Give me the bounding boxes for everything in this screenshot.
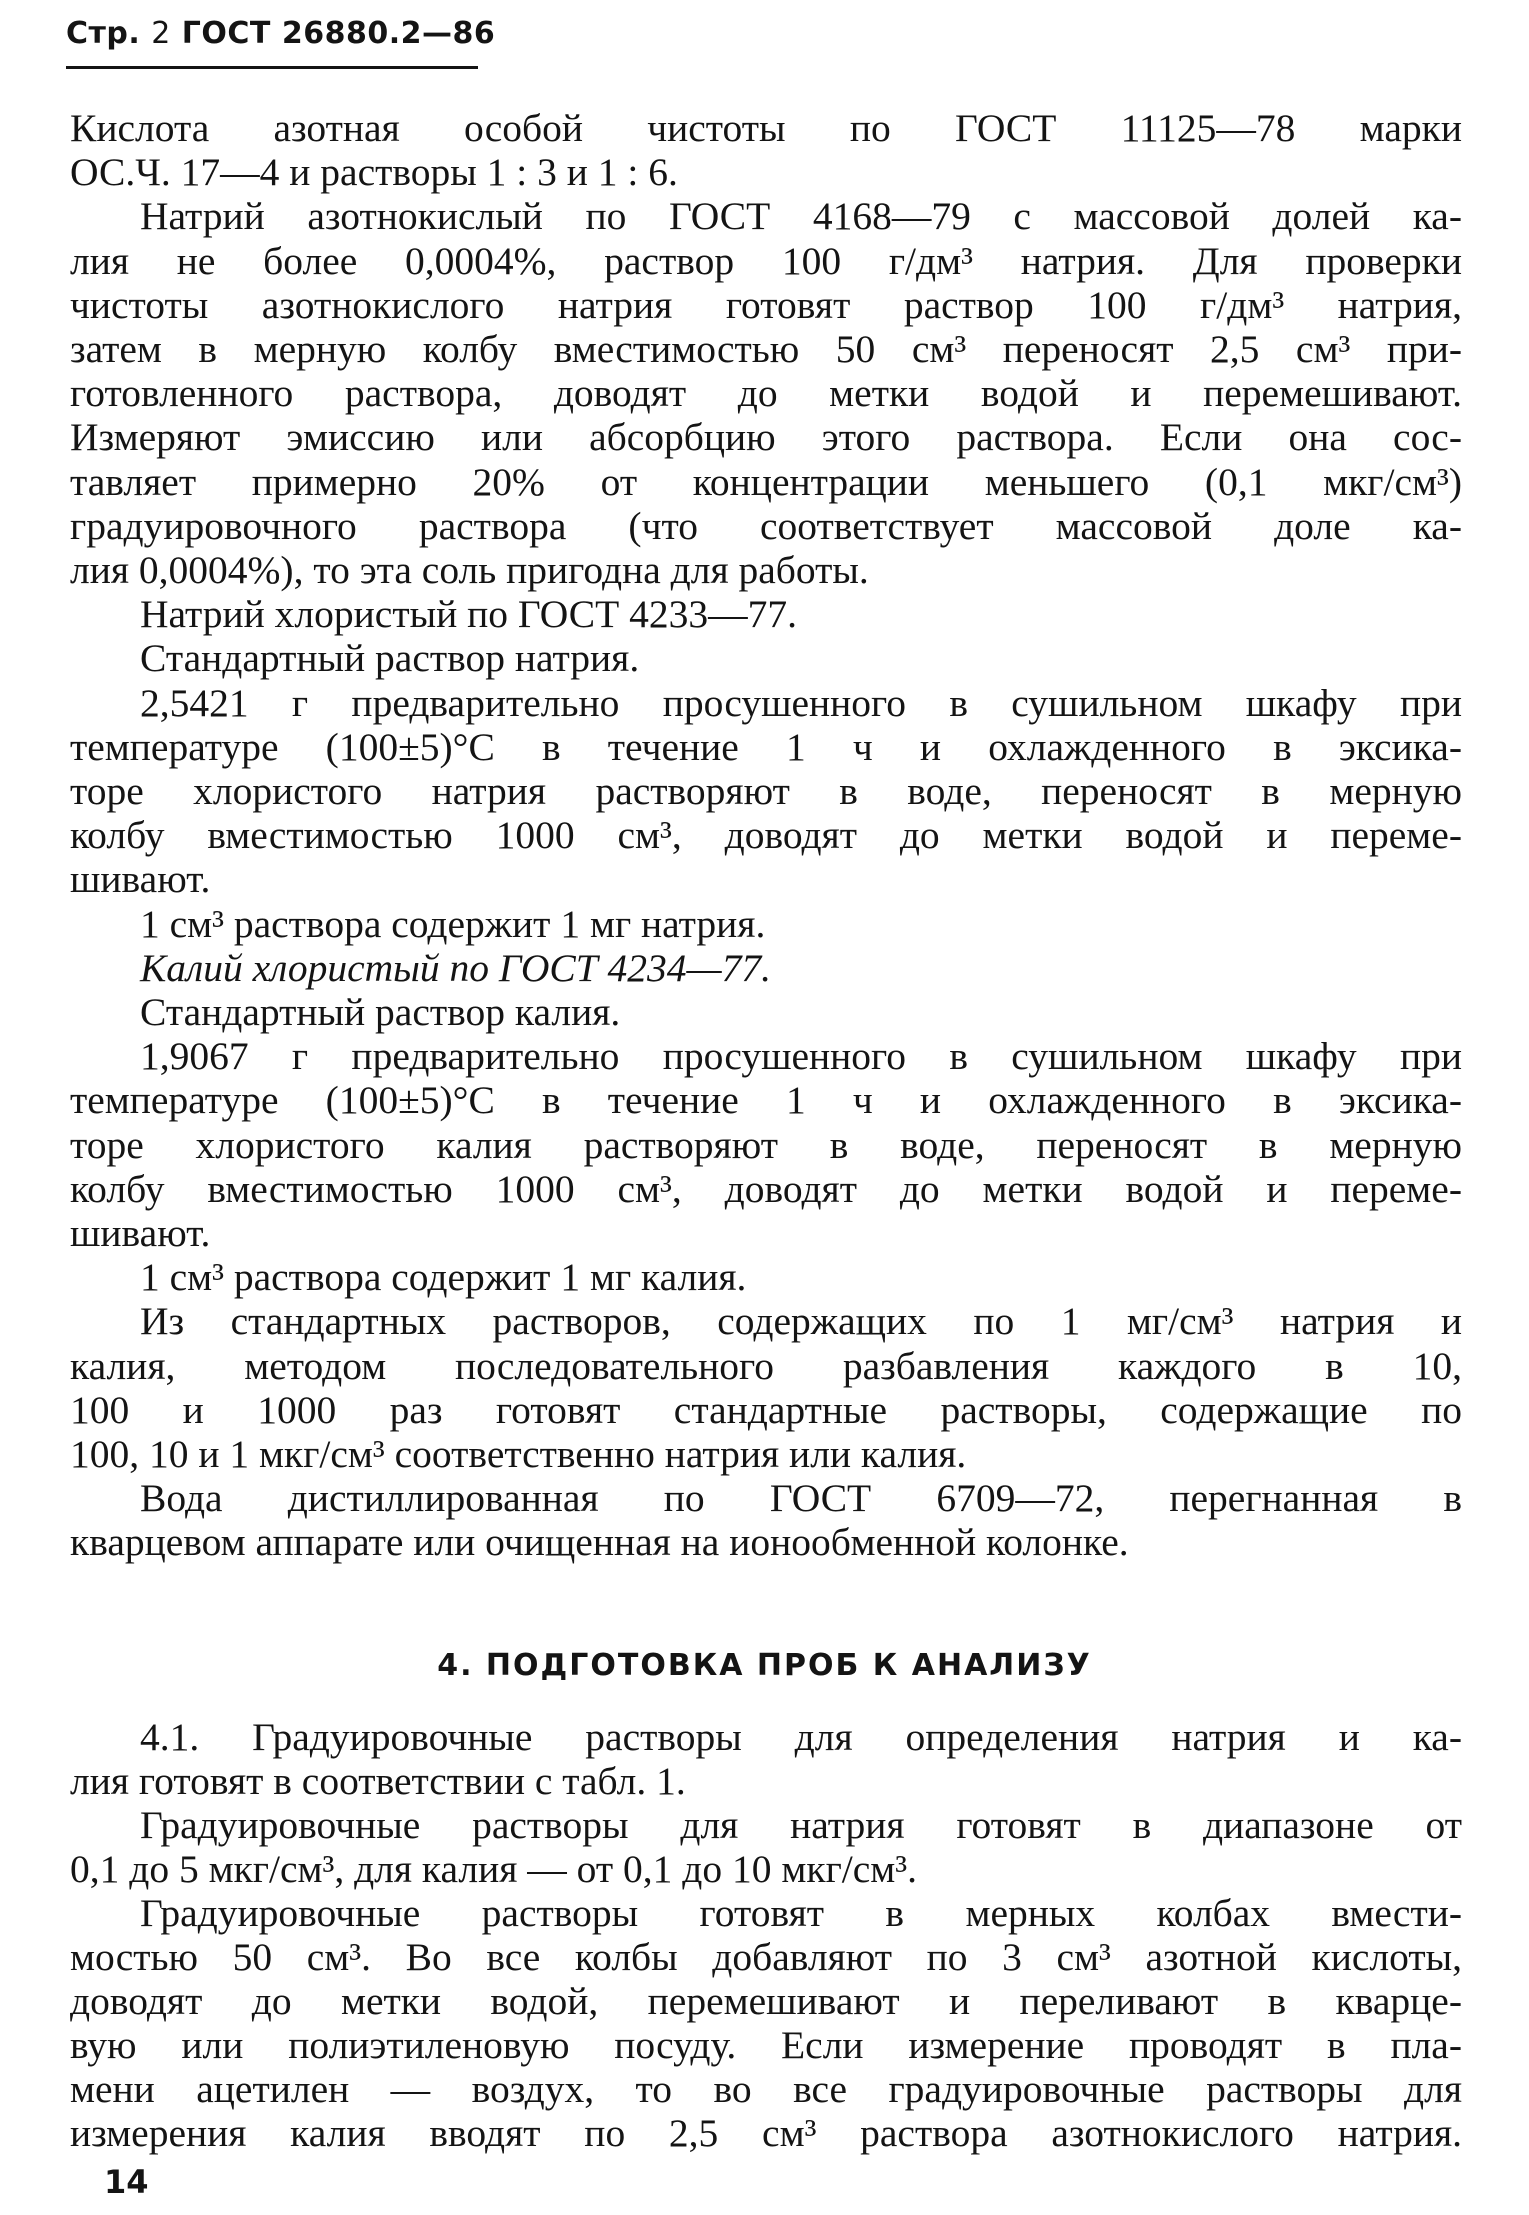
- text-line: калия, методом последовательного разбавления каждого в 10,: [70, 1343, 1462, 1388]
- text-line: измерения калия вводят по 2,5 см³ раствора азотнокислого натрия.: [70, 2111, 1462, 2155]
- text-line: чистоты азотнокислого натрия готовят раствор 100 г/дм³ натрия,: [70, 282, 1462, 327]
- text-line: Кислота азотная особой чистоты по ГОСТ 11125—78 марки: [70, 106, 1462, 150]
- text-line: доводят до метки водой, перемешивают и переливают в кварце-: [70, 1979, 1462, 2023]
- text-line: шивают.: [70, 1211, 211, 1255]
- text-line: Калий хлористый по ГОСТ 4234—77.: [140, 945, 772, 990]
- text-line: лия не более 0,0004%, раствор 100 г/дм³ натрия. Для проверки: [70, 238, 1462, 283]
- header-rule: [66, 66, 478, 69]
- text-line: Стандартный раствор натрия.: [140, 636, 640, 681]
- text-line: 100 и 1000 раз готовят стандартные растворы, содержащие по: [70, 1387, 1462, 1432]
- text-line: Натрий азотнокислый по ГОСТ 4168—79 с массовой долей ка-: [140, 194, 1462, 239]
- text-line: вую или полиэтиленовую посуду. Если измерение проводят в пла-: [70, 2023, 1462, 2067]
- text-line: температуре (100±5)°С в течение 1 ч и охлажденного в эксика-: [70, 724, 1462, 769]
- text-line: Вода дистиллированная по ГОСТ 6709—72, перегнанная в: [140, 1476, 1462, 1521]
- text-line: градуировочного раствора (что соответствует массовой доле ка-: [70, 503, 1462, 548]
- text-line: 0,1 до 5 мкг/см³, для калия — от 0,1 до 10 мкг/см³.: [70, 1847, 917, 1891]
- text-line: Из стандартных растворов, содержащих по 1 мг/см³ натрия и: [140, 1299, 1462, 1344]
- section-title: 4. ПОДГОТОВКА ПРОБ К АНАЛИЗУ: [437, 1648, 1092, 1683]
- text-line: лия готовят в соответствии с табл. 1.: [70, 1759, 686, 1803]
- text-line: Градуировочные растворы готовят в мерных колбах вмести-: [140, 1891, 1462, 1935]
- header-prefix: Стр.: [66, 16, 141, 51]
- text-line: Стандартный раствор калия.: [140, 990, 621, 1034]
- page-header: [66, 16, 495, 51]
- text-line: кварцевом аппарате или очищенная на ионообменной колонке.: [70, 1520, 1129, 1565]
- page-number: 14: [104, 2163, 149, 2201]
- text-line: ОС.Ч. 17—4 и растворы 1 : 3 и 1 : 6.: [70, 150, 678, 195]
- text-line: лия 0,0004%), то эта соль пригодна для работы.: [70, 548, 869, 592]
- text-line: 1,9067 г предварительно просушенного в сушильном шкафу при: [140, 1034, 1462, 1079]
- text-line: Натрий хлористый по ГОСТ 4233—77.: [140, 592, 797, 637]
- text-line: Измеряют эмиссию или абсорбцию этого раствора. Если она сос-: [70, 415, 1462, 460]
- text-line: 2,5421 г предварительно просушенного в сушильном шкафу при: [140, 680, 1462, 725]
- text-line: 4.1. Градуировочные растворы для определения натрия и ка-: [140, 1715, 1462, 1759]
- header-standard: ГОСТ 26880.2—86: [181, 16, 496, 51]
- text-line: колбу вместимостью 1000 см³, доводят до метки водой и переме-: [70, 1166, 1462, 1211]
- text-line: температуре (100±5)°С в течение 1 ч и охлажденного в эксика-: [70, 1078, 1462, 1123]
- text-line: 1 см³ раствора содержит 1 мг калия.: [140, 1255, 747, 1300]
- text-line: затем в мерную колбу вместимостью 50 см³ переносят 2,5 см³ при-: [70, 327, 1462, 371]
- header-page: 2: [151, 16, 171, 51]
- text-line: шивают.: [70, 857, 211, 902]
- text-line: 100, 10 и 1 мкг/см³ соответственно натрия или калия.: [70, 1432, 967, 1476]
- text-line: 1 см³ раствора содержит 1 мг натрия.: [140, 901, 766, 946]
- text-line: тавляет примерно 20% от концентрации меньшего (0,1 мкг/см³): [70, 459, 1462, 504]
- text-line: колбу вместимостью 1000 см³, доводят до метки водой и переме-: [70, 813, 1462, 858]
- text-line: готовленного раствора, доводят до метки водой и перемешивают.: [70, 371, 1462, 416]
- text-line: мостью 50 см³. Во все колбы добавляют по 3 см³ азотной кислоты,: [70, 1935, 1462, 1979]
- text-line: Градуировочные растворы для натрия готовят в диапазоне от: [140, 1803, 1462, 1847]
- text-line: мени ацетилен — воздух, то во все градуировочные растворы для: [70, 2067, 1462, 2111]
- text-line: торе хлористого натрия растворяют в воде, переносят в мерную: [70, 769, 1462, 813]
- text-line: торе хлористого калия растворяют в воде, переносят в мерную: [70, 1122, 1462, 1167]
